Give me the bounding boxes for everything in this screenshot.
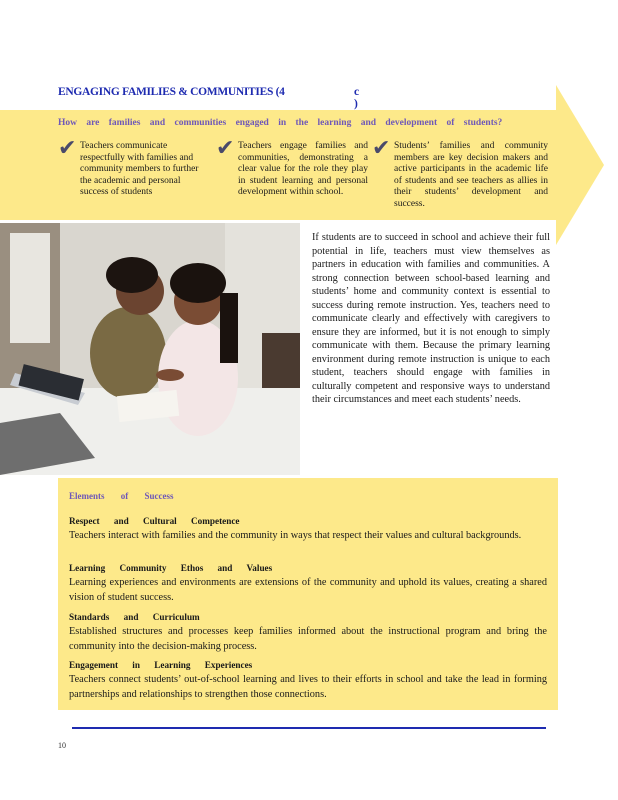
element-title: Learning Community Ethos and Values: [69, 563, 273, 573]
element-item: [69, 515, 547, 543]
footer-rule: [72, 727, 546, 729]
element-description: Teachers connect students’ out-of-school learning and lives to their efforts in school and take the lead in forming partnerships and relationships to strengthen those connections.: [69, 674, 547, 700]
guiding-question: How are families and communities engaged in the learning and development of students?: [58, 118, 503, 128]
criteria-column-2: [216, 135, 368, 199]
element-item: [69, 659, 547, 702]
page-title-suffix: c ): [354, 86, 359, 110]
element-title: Engagement in Learning Experiences: [69, 660, 253, 670]
page-title: [58, 86, 359, 110]
elements-of-success-box: [58, 478, 558, 710]
checkmark-icon: ✔: [58, 135, 77, 160]
criteria-column-1: [58, 135, 200, 199]
checkmark-icon: ✔: [372, 135, 391, 160]
criteria-text-3: Students’ families and community members are key decision makers and active participants in the academic life of students and see teachers as allies in their students’ development and success.: [394, 141, 548, 209]
criteria-text-2: Teachers engage families and communities, demonstrating a clear value for the role they play in student learning and personal development within school.: [238, 141, 368, 198]
element-title: Respect and Cultural Competence: [69, 516, 240, 526]
arrow-shape: [556, 85, 604, 245]
criteria-column-3: [372, 135, 548, 211]
element-item: [69, 562, 547, 605]
page-number: 10: [58, 741, 66, 750]
element-description: Teachers interact with families and the community in ways that respect their values and cultural backgrounds.: [69, 530, 522, 541]
element-description: Established structures and processes keep families informed about the instructional program and bring the community into the decision-making process.: [69, 626, 547, 652]
element-description: Learning experiences and environments are extensions of the community and uphold its values, creating a shared vision of student success.: [69, 577, 547, 603]
body-paragraph: If students are to succeed in school and achieve their full potential in life, teachers must view themselves as partners in education with families and communities. A strong connection between school-based learning and students’ home and community context is essential to success during remote instruction. Yes, teachers need to communicate clearly and effectively with caregivers to ensure they are informed, but it is not enough to simply communicate with them. Because the primary learning environment during remote instruction is unique to each student, teachers should engage with families in culturally competent and responsive ways to understand their circumstances and meet each students’ needs.: [312, 232, 550, 405]
checkmark-icon: ✔: [216, 135, 235, 160]
family-learning-photo: [0, 223, 300, 475]
element-item: [69, 611, 547, 654]
page-title-main: ENGAGING FAMILIES & COMMUNITIES (4: [58, 86, 285, 98]
element-title: Standards and Curriculum: [69, 612, 200, 622]
elements-heading: Elements of Success: [69, 491, 174, 501]
criteria-text-1: Teachers communicate respectfully with families and community members to further the academic and personal success of students: [80, 141, 199, 198]
